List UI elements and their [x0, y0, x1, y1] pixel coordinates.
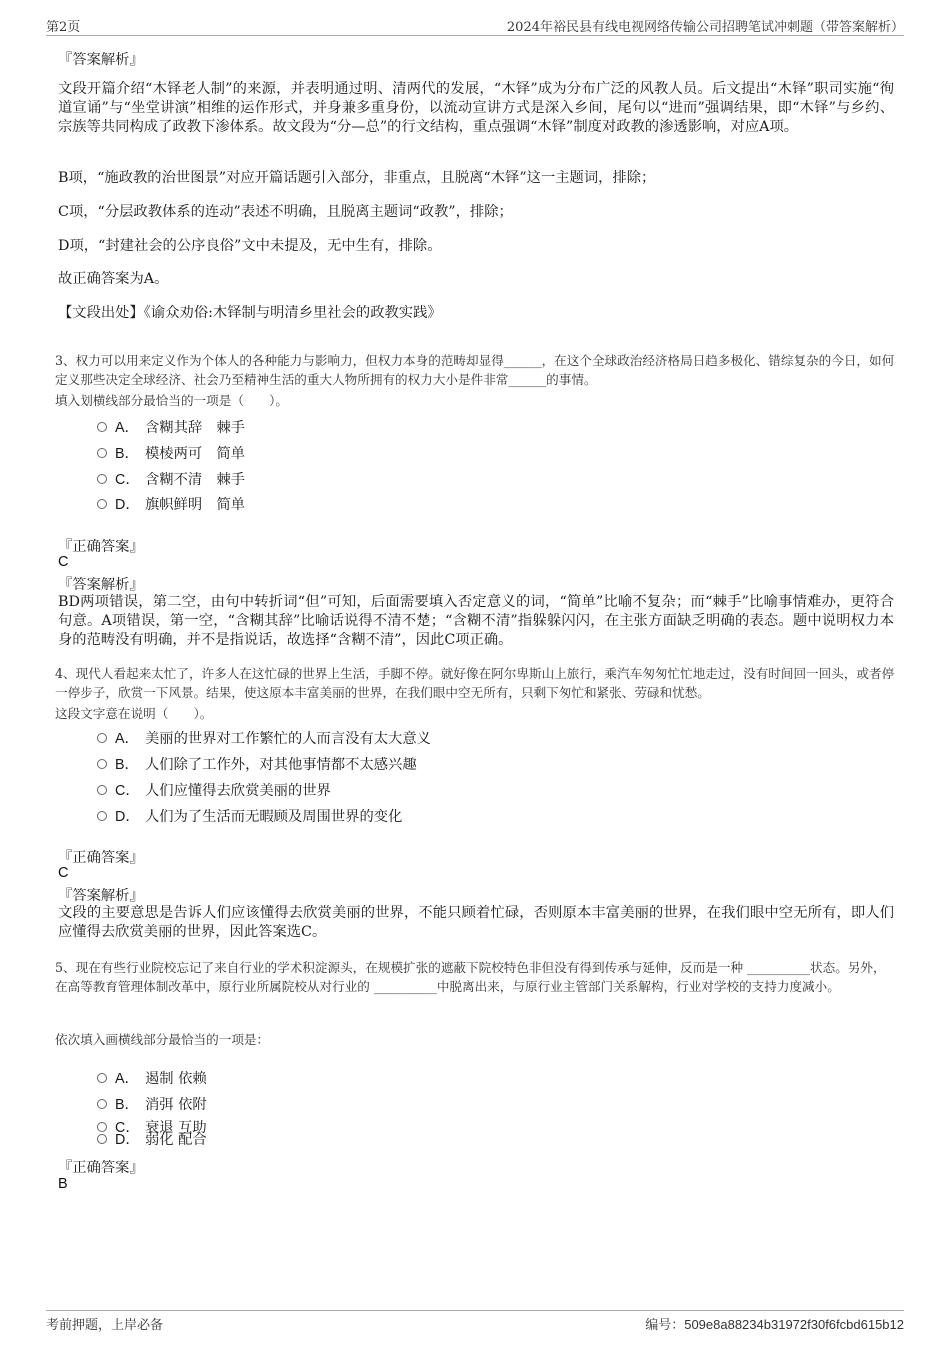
radio-icon[interactable]: [97, 1134, 107, 1144]
q3-analysis-text: BD两项错误，第二空，由句中转折词“但”可知，后面需要填入否定意义的词，“简单”比喻不复杂；而“棘手”比喻事情难办，更符合句意。A项错误，第一空，“含糊其辞”比喻话说得不清不楚；“含糊不清”指躲躲闪闪，在主张方面缺乏明确的表态。题中说明权力本身的范畴没有明确，并不是指说话，故选择“含糊不清”，因此C项正确。: [58, 594, 894, 648]
q4-option-b[interactable]: B． 人们除了工作外，对其他事情都不太感兴趣: [97, 754, 417, 774]
q3-correct-answer: C: [58, 554, 69, 570]
page-number: 第2页: [46, 20, 81, 35]
q5-correct-label: 『正确答案』: [58, 1160, 144, 1176]
q3-prompt: 填入划横线部分最恰当的一项是（ ）。: [55, 393, 288, 408]
q4-analysis-label: 『答案解析』: [58, 888, 144, 904]
radio-icon[interactable]: [97, 1073, 107, 1083]
q4-correct-label: 『正确答案』: [58, 850, 144, 866]
radio-icon[interactable]: [97, 733, 107, 743]
q5-option-b[interactable]: B． 消弭 依附: [97, 1094, 207, 1114]
radio-icon[interactable]: [97, 499, 107, 509]
q2-source: 【文段出处】《谕众劝俗:木铎制与明清乡里社会的政教实践》: [58, 305, 442, 321]
q2-option-d-analysis: D项，“封建社会的公序良俗”文中未提及，无中生有，排除。: [58, 238, 442, 254]
radio-icon[interactable]: [97, 785, 107, 795]
q3-option-a[interactable]: A． 含糊其辞 棘手: [97, 417, 245, 437]
footer-rule: [46, 1310, 904, 1311]
footer-slogan: 考前押题，上岸必备: [46, 1318, 164, 1333]
header-rule: [46, 35, 904, 36]
radio-icon[interactable]: [97, 474, 107, 484]
q5-option-d[interactable]: D． 弱化 配合: [97, 1129, 207, 1149]
q2-analysis-label: 『答案解析』: [58, 52, 144, 68]
q4-option-a[interactable]: A． 美丽的世界对工作繁忙的人而言没有太大意义: [97, 728, 431, 748]
q3-stem: 3、权力可以用来定义作为个体人的各种能力与影响力，但权力本身的范畴却显得______，在这个全球政治经济格局日趋多极化、错综复杂的今日，如何定义那些决定全球经济、社会乃至精神生活的重大人物所拥有的权力大小是件非常______的事情。: [55, 353, 895, 387]
q5-prompt: 依次填入画横线部分最恰当的一项是：: [55, 1032, 270, 1047]
q5-option-a[interactable]: A． 遏制 依赖: [97, 1068, 207, 1088]
q4-stem: 4、现代人看起来太忙了，许多人在这忙碌的世界上生活，手脚不停。就好像在阿尔卑斯山上旅行，乘汽车匆匆忙忙地走过，没有时间回一回头，或者停一停步子，欣赏一下风景。结果，使这原本丰富美丽的世界，在我们眼中空无所有，只剩下匆忙和紧张、劳碌和忧愁。: [55, 666, 895, 700]
q2-conclusion: 故正确答案为A。: [58, 271, 169, 287]
q5-option-c[interactable]: C． 衰退 互助: [97, 1117, 207, 1137]
radio-icon[interactable]: [97, 1099, 107, 1109]
q3-analysis-label: 『答案解析』: [58, 577, 144, 593]
q3-correct-label: 『正确答案』: [58, 539, 144, 555]
q2-option-b-analysis: B项，“施政教的治世图景”对应开篇话题引入部分，非重点，且脱离“木铎”这一主题词，排除；: [58, 170, 656, 186]
radio-icon[interactable]: [97, 759, 107, 769]
radio-icon[interactable]: [97, 422, 107, 432]
radio-icon[interactable]: [97, 448, 107, 458]
q2-option-c-analysis: C项，“分层政教体系的连动”表述不明确，且脱离主题词“政教”，排除；: [58, 204, 513, 220]
document-title: 2024年裕民县有线电视网络传输公司招聘笔试冲刺题（带答案解析）: [506, 20, 904, 35]
q5-stem: 5、现在有些行业院校忘记了来自行业的学术积淀源头，在规模扩张的遮蔽下院校特色非但没有得到传承与延伸，反而是一种 __________状态。另外，在高等教育管理体制改革中，原行业所属院校从对行业的 __________中脱离出来，与原行业主管部门关系解构，行业对学校的支持力度减小。: [55, 960, 886, 994]
q4-correct-answer: C: [58, 865, 69, 881]
q3-option-c[interactable]: C． 含糊不清 棘手: [97, 469, 245, 489]
q2-analysis-text: 文段开篇介绍“木铎老人制”的来源，并表明通过明、清两代的发展，“木铎”成为分布广泛的风教人员。后文提出“木铎”职司实施“徇道宣诵”与“坐堂讲演”相维的运作形式，并身兼多重身份，以流动宣讲方式是深入乡间，尾句以“进而”强调结果，即“木铎”与乡约、宗族等共同构成了政教下渗体系。故文段为“分—总”的行文结构，重点强调“木铎”制度对政教的渗透影响，对应A项。: [58, 81, 894, 135]
footer-serial: [645, 1314, 904, 1333]
q4-analysis-text: 文段的主要意思是告诉人们应该懂得去欣赏美丽的世界，不能只顾着忙碌，否则原本丰富美丽的世界，在我们眼中空无所有，即人们应懂得去欣赏美丽的世界，因此答案选C。: [58, 905, 894, 940]
q4-option-c[interactable]: C． 人们应懂得去欣赏美丽的世界: [97, 780, 331, 800]
serial-label: 编号：: [645, 1318, 685, 1333]
q4-prompt: 这段文字意在说明（ ）。: [55, 706, 213, 721]
q4-option-d[interactable]: D． 人们为了生活而无暇顾及周围世界的变化: [97, 806, 402, 826]
radio-icon[interactable]: [97, 811, 107, 821]
q5-correct-answer: B: [58, 1176, 68, 1192]
q3-option-d[interactable]: D． 旗帜鲜明 简单: [97, 494, 245, 514]
serial-number: 509e8a88234b31972f30f6fcbd615b12: [684, 1317, 904, 1332]
q3-option-b[interactable]: B． 模棱两可 简单: [97, 443, 245, 463]
